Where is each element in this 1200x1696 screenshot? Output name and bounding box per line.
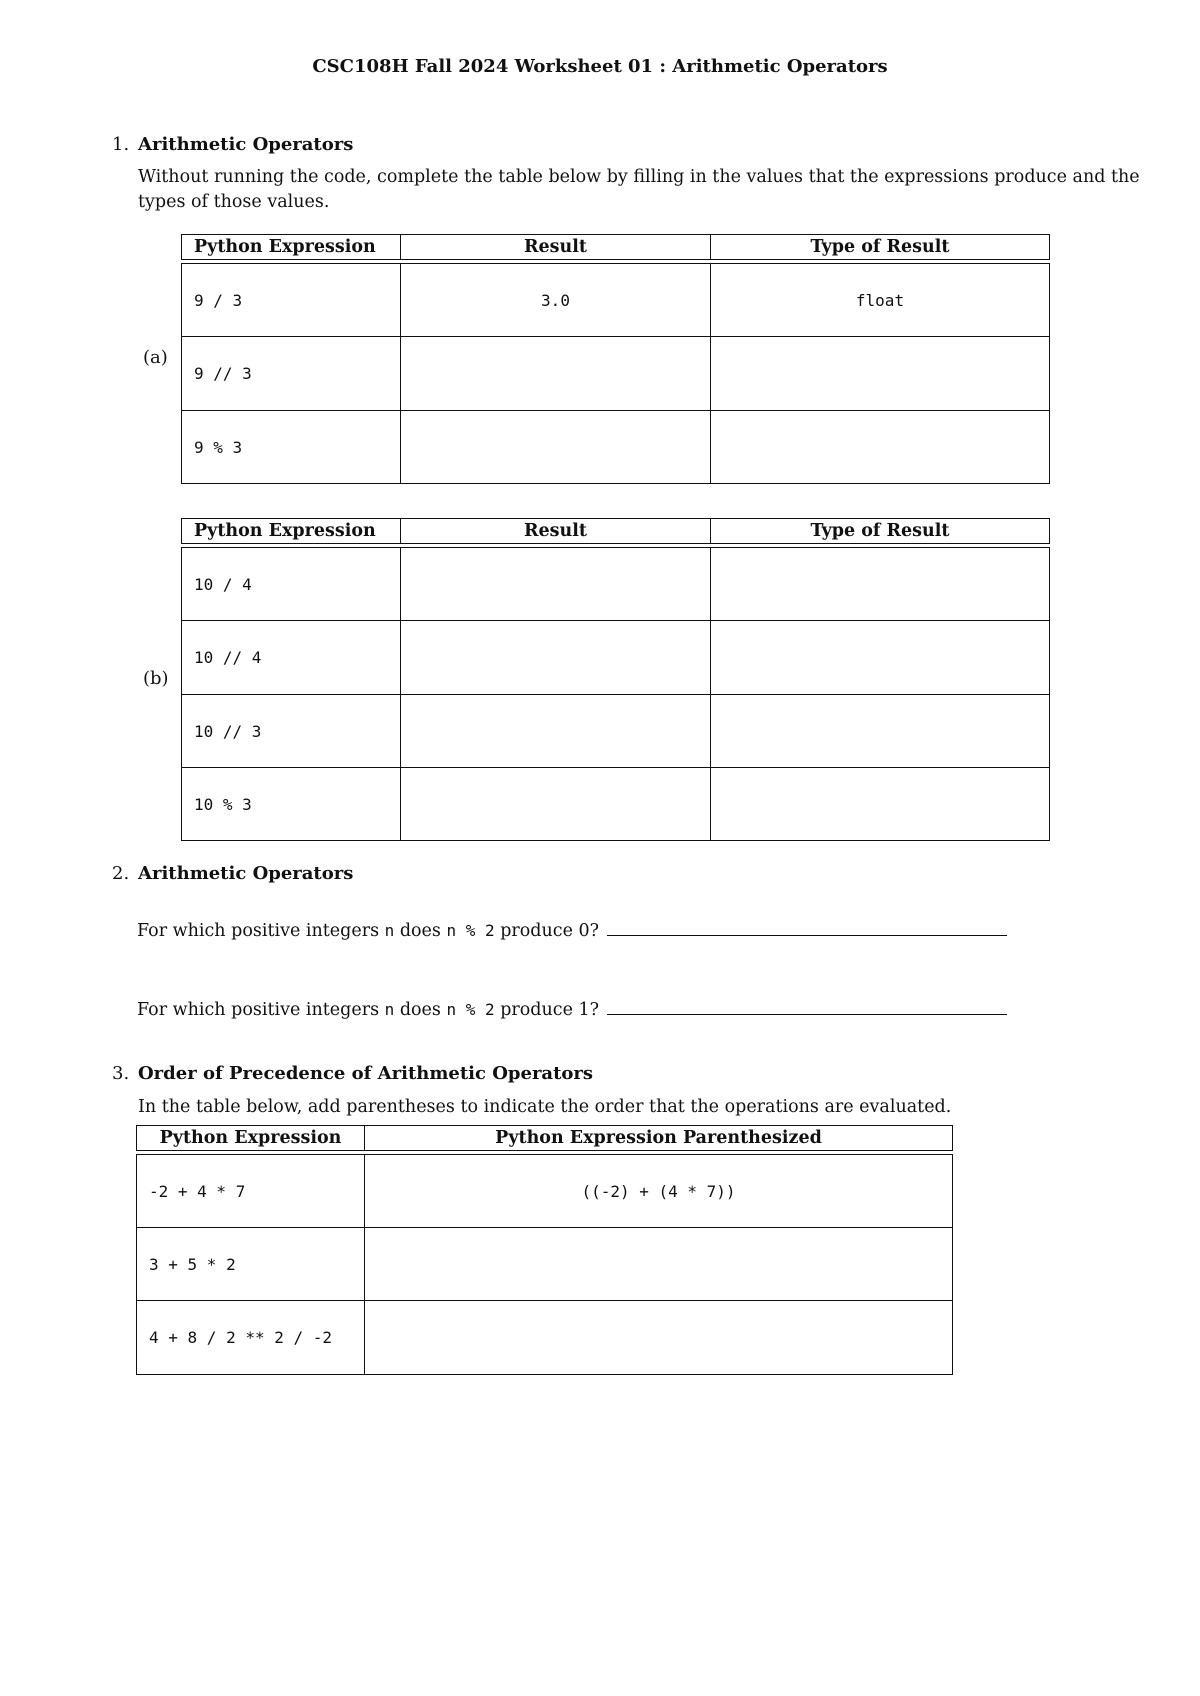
expression-cell: 10 % 3	[182, 768, 401, 841]
type-cell[interactable]: float	[711, 264, 1050, 337]
expression-cell: 9 % 3	[182, 411, 401, 484]
table-row	[182, 548, 1050, 621]
answer-blank-odd[interactable]	[607, 1014, 1007, 1015]
q2-number: 2.	[112, 863, 130, 884]
table-row	[182, 264, 1050, 337]
answer-blank-even[interactable]	[607, 935, 1007, 936]
header-parenthesized: Python Expression Parenthesized	[365, 1126, 953, 1151]
table-precedence	[136, 1125, 953, 1375]
type-cell[interactable]	[711, 768, 1050, 841]
type-cell[interactable]	[711, 411, 1050, 484]
expression-cell: 3 + 5 * 2	[137, 1228, 365, 1301]
worksheet-title: CSC108H Fall 2024 Worksheet 01 : Arithmetic Operators	[312, 56, 888, 77]
type-cell[interactable]	[711, 621, 1050, 695]
result-cell[interactable]	[401, 768, 711, 841]
parenthesized-cell[interactable]	[365, 1228, 953, 1301]
table-row	[137, 1155, 953, 1228]
result-cell[interactable]	[401, 411, 711, 484]
table-part-b	[181, 518, 1050, 841]
header-result: Result	[401, 235, 711, 260]
expression-cell: 9 / 3	[182, 264, 401, 337]
q3-number: 3.	[112, 1063, 130, 1084]
expression-cell: -2 + 4 * 7	[137, 1155, 365, 1228]
header-type: Type of Result	[711, 519, 1050, 544]
expression-cell: 10 // 4	[182, 621, 401, 695]
table-row	[182, 768, 1050, 841]
q2-heading: Arithmetic Operators	[138, 863, 354, 884]
table-row	[137, 1228, 953, 1301]
parenthesized-cell[interactable]: ((-2) + (4 * 7))	[365, 1155, 953, 1228]
table-part-a	[181, 234, 1050, 484]
q1-heading: Arithmetic Operators	[138, 134, 354, 155]
result-cell[interactable]	[401, 621, 711, 695]
q2-question-odd: For which positive integers n does n % 2 produce 1?	[137, 1000, 1007, 1020]
parenthesized-cell[interactable]	[365, 1301, 953, 1375]
table-row	[182, 621, 1050, 695]
type-cell[interactable]	[711, 337, 1050, 411]
header-expression: Python Expression	[182, 235, 401, 260]
type-cell[interactable]	[711, 695, 1050, 768]
part-a-label: (a)	[143, 347, 168, 368]
part-b-label: (b)	[143, 668, 169, 689]
type-cell[interactable]	[711, 548, 1050, 621]
q1-number: 1.	[112, 134, 130, 155]
expression-cell: 4 + 8 / 2 ** 2 / -2	[137, 1301, 365, 1375]
result-cell[interactable]	[401, 337, 711, 411]
q2-question-even: For which positive integers n does n % 2 produce 0?	[137, 921, 1007, 941]
expression-cell: 10 / 4	[182, 548, 401, 621]
result-cell[interactable]	[401, 695, 711, 768]
result-cell[interactable]	[401, 548, 711, 621]
q1-instruction: Without running the code, complete the table below by filling in the values that the expressions produce and the types of those values.	[138, 167, 1140, 212]
q3-instruction: In the table below, add parentheses to indicate the order that the operations are evaluated.	[138, 1097, 952, 1117]
q3-heading: Order of Precedence of Arithmetic Operators	[138, 1063, 594, 1084]
table-row	[182, 695, 1050, 768]
header-expression: Python Expression	[137, 1126, 365, 1151]
table-row	[137, 1301, 953, 1375]
header-result: Result	[401, 519, 711, 544]
header-type: Type of Result	[711, 235, 1050, 260]
expression-cell: 9 // 3	[182, 337, 401, 411]
header-expression: Python Expression	[182, 519, 401, 544]
result-cell[interactable]: 3.0	[401, 264, 711, 337]
table-row	[182, 411, 1050, 484]
table-row	[182, 337, 1050, 411]
expression-cell: 10 // 3	[182, 695, 401, 768]
